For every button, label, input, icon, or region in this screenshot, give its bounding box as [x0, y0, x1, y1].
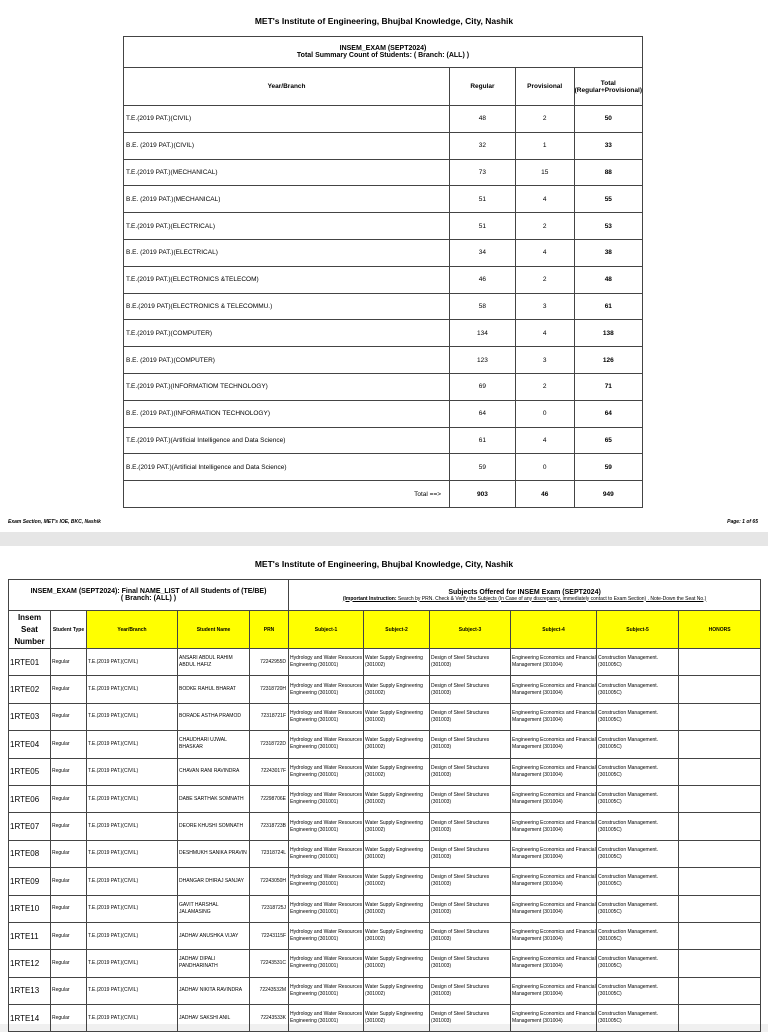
- subject-5: Construction Management. (301005C): [597, 703, 679, 730]
- student-name: JADHAV DIPALI PANDHARINATH: [178, 950, 250, 977]
- subject-2: Water Supply Engineering (301002): [364, 868, 430, 895]
- total-count: 138: [574, 320, 642, 347]
- regular-count: 69: [450, 373, 516, 400]
- student-name: ANSARI ABDUL RAHIM ABDUL HAFIZ: [178, 649, 250, 676]
- subject-4: Engineering Economics and Financial Management (301004): [511, 1005, 597, 1032]
- subject-1: Hydrology and Water Resources Engineering (301001): [289, 922, 364, 949]
- subject-5: Construction Management. (301005C): [597, 922, 679, 949]
- seat-number: 1RTE12: [9, 950, 51, 977]
- summary-row: [124, 427, 643, 454]
- total-count: 55: [574, 186, 642, 213]
- summary-table-header: [124, 37, 643, 68]
- branch-name: T.E.(2019 PAT.)(COMPUTER): [124, 320, 450, 347]
- student-row: [9, 895, 761, 922]
- regular-count: 32: [450, 132, 516, 159]
- subject-5: Construction Management. (301005C): [597, 731, 679, 758]
- subject-5: Construction Management. (301005C): [597, 977, 679, 1004]
- col-header-total-sub: (Regular+Provisional): [574, 86, 642, 94]
- provisional-count: 3: [515, 293, 574, 320]
- subjects-title: Subjects Offered for INSEM Exam (SEPT2024): [448, 588, 601, 596]
- student-type: Regular: [51, 731, 87, 758]
- honors: [679, 703, 761, 730]
- seat-number: 1RTE04: [9, 731, 51, 758]
- regular-count: 61: [450, 427, 516, 454]
- student-branch: T.E.(2019 PAT.)(CIVIL): [87, 1005, 178, 1032]
- total-count: 71: [574, 373, 642, 400]
- seat-number: 1RTE06: [9, 785, 51, 812]
- subject-3: Design of Steel Structures (301003): [430, 950, 511, 977]
- page-separator: [0, 532, 768, 546]
- subject-2: Water Supply Engineering (301002): [364, 950, 430, 977]
- branch-name: T.E.(2019 PAT.)(ELECTRICAL): [124, 213, 450, 240]
- honors: [679, 895, 761, 922]
- subject-3: Design of Steel Structures (301003): [430, 840, 511, 867]
- student-branch: T.E.(2019 PAT.)(CIVIL): [87, 922, 178, 949]
- student-prn: 72243533K: [250, 1005, 289, 1032]
- instruction-text: Search by PRN. Check & Verify the Subjects (In Case of any discrepancy, immediately contact to Exam Section) . Note-Down the Seat No.): [396, 595, 707, 602]
- subject-3: Design of Steel Structures (301003): [430, 758, 511, 785]
- col-header-subject-5: Subject-5: [597, 611, 679, 649]
- total-count: 126: [574, 347, 642, 374]
- honors: [679, 977, 761, 1004]
- name-list-title: INSEM_EXAM (SEPT2024): Final NAME_LIST of All Students of (TE/BE): [30, 588, 267, 595]
- subject-3: Design of Steel Structures (301003): [430, 813, 511, 840]
- summary-table: [123, 36, 643, 508]
- subject-1: Hydrology and Water Resources Engineering (301001): [289, 731, 364, 758]
- regular-count: 59: [450, 454, 516, 481]
- subject-5: Construction Management. (301005C): [597, 649, 679, 676]
- seat-number: 1RTE09: [9, 868, 51, 895]
- regular-count: 73: [450, 159, 516, 186]
- summary-row: [124, 454, 643, 481]
- student-type: Regular: [51, 840, 87, 867]
- regular-count: 123: [450, 347, 516, 374]
- total-count: 53: [574, 213, 642, 240]
- total-label: Total ==>: [124, 481, 450, 508]
- summary-row: [124, 266, 643, 293]
- branch-name: B.E.(2019 PAT.)(Artificial Intelligence and Data Science): [124, 454, 450, 481]
- total-count: 59: [574, 454, 642, 481]
- student-row: [9, 758, 761, 785]
- subjects-header: [289, 580, 761, 611]
- subject-1: Hydrology and Water Resources Engineering (301001): [289, 950, 364, 977]
- subject-3: Design of Steel Structures (301003): [430, 895, 511, 922]
- student-prn: 72318725J: [250, 895, 289, 922]
- branch-name: T.E.(2019 PAT.)(MECHANICAL): [124, 159, 450, 186]
- regular-count: 34: [450, 239, 516, 266]
- subject-5: Construction Management. (301005C): [597, 813, 679, 840]
- subject-1: Hydrology and Water Resources Engineering (301001): [289, 785, 364, 812]
- subject-4: Engineering Economics and Financial Management (301004): [511, 649, 597, 676]
- total-count: 64: [574, 400, 642, 427]
- student-prn: 72318723B: [250, 813, 289, 840]
- summary-total-row: [124, 481, 643, 508]
- seat-number: 1RTE13: [9, 977, 51, 1004]
- subject-3: Design of Steel Structures (301003): [430, 922, 511, 949]
- student-name: BORADE ASTHA PRAMOD: [178, 703, 250, 730]
- student-type: Regular: [51, 950, 87, 977]
- provisional-count: 2: [515, 266, 574, 293]
- seat-number: 1RTE07: [9, 813, 51, 840]
- subject-1: Hydrology and Water Resources Engineering (301001): [289, 840, 364, 867]
- name-list-page: [0, 546, 768, 1024]
- subject-5: Construction Management. (301005C): [597, 676, 679, 703]
- col-header-provisional: Provisional: [515, 68, 574, 106]
- student-row: [9, 950, 761, 977]
- student-branch: T.E.(2019 PAT.)(CIVIL): [87, 676, 178, 703]
- total-count: 33: [574, 132, 642, 159]
- branch-name: B.E. (2019 PAT.)(INFORMATION TECHNOLOGY): [124, 400, 450, 427]
- subject-4: Engineering Economics and Financial Management (301004): [511, 868, 597, 895]
- student-name: JADHAV SAKSHI ANIL: [178, 1005, 250, 1032]
- honors: [679, 950, 761, 977]
- subject-2: Water Supply Engineering (301002): [364, 785, 430, 812]
- student-prn: 72243532M: [250, 977, 289, 1004]
- student-type: Regular: [51, 703, 87, 730]
- student-branch: T.E.(2019 PAT.)(CIVIL): [87, 703, 178, 730]
- col-header-student-type: Student Type: [51, 611, 87, 649]
- student-row: [9, 977, 761, 1004]
- student-branch: T.E.(2019 PAT.)(CIVIL): [87, 731, 178, 758]
- summary-row: [124, 320, 643, 347]
- footer-page-number: Page: 1 of 65: [727, 519, 758, 525]
- total-regular: 903: [450, 481, 516, 508]
- student-type: Regular: [51, 676, 87, 703]
- subject-2: Water Supply Engineering (301002): [364, 813, 430, 840]
- regular-count: 46: [450, 266, 516, 293]
- provisional-count: 15: [515, 159, 574, 186]
- summary-table-subtitle: Total Summary Count of Students: ( Branch: (ALL) ): [296, 52, 470, 59]
- student-name: DEORE KHUSHI SOMNATH: [178, 813, 250, 840]
- provisional-count: 2: [515, 213, 574, 240]
- provisional-count: 2: [515, 373, 574, 400]
- col-header-subject-3: Subject-3: [430, 611, 511, 649]
- subject-1: Hydrology and Water Resources Engineering (301001): [289, 1005, 364, 1032]
- col-header-year-branch: Year/Branch: [124, 68, 450, 106]
- student-type: Regular: [51, 649, 87, 676]
- seat-number: 1RTE08: [9, 840, 51, 867]
- subject-4: Engineering Economics and Financial Management (301004): [511, 758, 597, 785]
- provisional-count: 1: [515, 132, 574, 159]
- summary-row: [124, 239, 643, 266]
- subject-3: Design of Steel Structures (301003): [430, 649, 511, 676]
- student-prn: 72243115F: [250, 922, 289, 949]
- total-total: 949: [574, 481, 642, 508]
- subject-4: Engineering Economics and Financial Management (301004): [511, 785, 597, 812]
- provisional-count: 4: [515, 186, 574, 213]
- honors: [679, 676, 761, 703]
- subject-4: Engineering Economics and Financial Management (301004): [511, 840, 597, 867]
- summary-row: [124, 186, 643, 213]
- subject-3: Design of Steel Structures (301003): [430, 1005, 511, 1032]
- subject-4: Engineering Economics and Financial Management (301004): [511, 950, 597, 977]
- subject-2: Water Supply Engineering (301002): [364, 840, 430, 867]
- student-row: [9, 703, 761, 730]
- provisional-count: 4: [515, 320, 574, 347]
- important-instruction: [289, 596, 760, 602]
- student-name: CHAUDHARI UJWAL BHASKAR: [178, 731, 250, 758]
- name-list-subtitle: ( Branch: (ALL) ): [120, 595, 177, 602]
- student-row: [9, 676, 761, 703]
- seat-number: 1RTE02: [9, 676, 51, 703]
- branch-name: B.E.(2019 PAT)(ELECTRONICS & TELECOMMU.): [124, 293, 450, 320]
- total-count: 61: [574, 293, 642, 320]
- subject-1: Hydrology and Water Resources Engineering (301001): [289, 676, 364, 703]
- subject-2: Water Supply Engineering (301002): [364, 703, 430, 730]
- provisional-count: 0: [515, 400, 574, 427]
- branch-name: T.E.(2019 PAT.)(INFORMATIOM TECHNOLOGY): [124, 373, 450, 400]
- total-count: 38: [574, 239, 642, 266]
- branch-name: B.E. (2019 PAT.)(ELECTRICAL): [124, 239, 450, 266]
- subject-3: Design of Steel Structures (301003): [430, 785, 511, 812]
- student-row: [9, 868, 761, 895]
- subject-1: Hydrology and Water Resources Engineering (301001): [289, 703, 364, 730]
- seat-number: 1RTE14: [9, 1005, 51, 1032]
- total-count: 50: [574, 106, 642, 133]
- subject-4: Engineering Economics and Financial Management (301004): [511, 977, 597, 1004]
- student-name: JADHAV ANUSHKA VIJAY: [178, 922, 250, 949]
- provisional-count: 4: [515, 427, 574, 454]
- regular-count: 51: [450, 213, 516, 240]
- col-header-subject-4: Subject-4: [511, 611, 597, 649]
- student-branch: T.E.(2019 PAT.)(CIVIL): [87, 895, 178, 922]
- subject-1: Hydrology and Water Resources Engineering (301001): [289, 868, 364, 895]
- total-count: 48: [574, 266, 642, 293]
- student-type: Regular: [51, 813, 87, 840]
- footer-exam-section: Exam Section, MET's IOE, BKC, Nashik: [8, 519, 101, 525]
- student-branch: T.E.(2019 PAT.)(CIVIL): [87, 977, 178, 1004]
- summary-row: [124, 347, 643, 374]
- subject-3: Design of Steel Structures (301003): [430, 977, 511, 1004]
- branch-name: T.E.(2019 PAT.)(CIVIL): [124, 106, 450, 133]
- col-header-subject-1: Subject-1: [289, 611, 364, 649]
- student-row: [9, 731, 761, 758]
- honors: [679, 1005, 761, 1032]
- subject-4: Engineering Economics and Financial Management (301004): [511, 703, 597, 730]
- student-list-table: [8, 579, 761, 1032]
- student-name: DABE SARTHAK SOMNATH: [178, 785, 250, 812]
- branch-name: B.E. (2019 PAT.)(MECHANICAL): [124, 186, 450, 213]
- student-prn: 72243050H: [250, 868, 289, 895]
- summary-row: [124, 373, 643, 400]
- student-prn: 72242955D: [250, 649, 289, 676]
- seat-number: 1RTE05: [9, 758, 51, 785]
- name-list-header: [9, 580, 289, 611]
- subject-1: Hydrology and Water Resources Engineering (301001): [289, 813, 364, 840]
- student-prn: 72243531C: [250, 950, 289, 977]
- total-count: 88: [574, 159, 642, 186]
- student-branch: T.E.(2019 PAT.)(CIVIL): [87, 868, 178, 895]
- summary-row: [124, 159, 643, 186]
- honors: [679, 758, 761, 785]
- student-prn: 72318721F: [250, 703, 289, 730]
- student-type: Regular: [51, 1005, 87, 1032]
- summary-row: [124, 106, 643, 133]
- total-provisional: 46: [515, 481, 574, 508]
- col-header-seat: Insem Seat Number: [9, 611, 51, 649]
- seat-number: 1RTE01: [9, 649, 51, 676]
- regular-count: 64: [450, 400, 516, 427]
- col-header-subject-2: Subject-2: [364, 611, 430, 649]
- summary-table-title: INSEM_EXAM (SEPT2024): [339, 45, 427, 52]
- subject-1: Hydrology and Water Resources Engineering (301001): [289, 758, 364, 785]
- summary-row: [124, 400, 643, 427]
- subject-5: Construction Management. (301005C): [597, 895, 679, 922]
- student-type: Regular: [51, 758, 87, 785]
- regular-count: 51: [450, 186, 516, 213]
- honors: [679, 731, 761, 758]
- summary-row: [124, 293, 643, 320]
- student-row: [9, 813, 761, 840]
- subject-4: Engineering Economics and Financial Management (301004): [511, 731, 597, 758]
- instruction-bold: (Important Instruction:: [342, 595, 397, 602]
- student-prn: 72298706E: [250, 785, 289, 812]
- student-name: CHAVAN RANI RAVINDRA: [178, 758, 250, 785]
- honors: [679, 922, 761, 949]
- subject-2: Water Supply Engineering (301002): [364, 731, 430, 758]
- student-branch: T.E.(2019 PAT.)(CIVIL): [87, 840, 178, 867]
- subject-1: Hydrology and Water Resources Engineering (301001): [289, 977, 364, 1004]
- subject-5: Construction Management. (301005C): [597, 840, 679, 867]
- subject-3: Design of Steel Structures (301003): [430, 676, 511, 703]
- provisional-count: 4: [515, 239, 574, 266]
- student-branch: T.E.(2019 PAT.)(CIVIL): [87, 950, 178, 977]
- student-branch: T.E.(2019 PAT.)(CIVIL): [87, 785, 178, 812]
- subject-5: Construction Management. (301005C): [597, 950, 679, 977]
- subject-2: Water Supply Engineering (301002): [364, 649, 430, 676]
- subject-2: Water Supply Engineering (301002): [364, 1005, 430, 1032]
- subject-2: Water Supply Engineering (301002): [364, 895, 430, 922]
- subject-3: Design of Steel Structures (301003): [430, 731, 511, 758]
- subject-3: Design of Steel Structures (301003): [430, 868, 511, 895]
- honors: [679, 785, 761, 812]
- col-header-student-name: Student Name: [178, 611, 250, 649]
- student-row: [9, 840, 761, 867]
- subject-4: Engineering Economics and Financial Management (301004): [511, 895, 597, 922]
- list-column-headers: [9, 611, 761, 649]
- seat-number: 1RTE11: [9, 922, 51, 949]
- student-prn: 72318720H: [250, 676, 289, 703]
- student-row: [9, 922, 761, 949]
- student-type: Regular: [51, 922, 87, 949]
- student-branch: T.E.(2019 PAT.)(CIVIL): [87, 649, 178, 676]
- student-branch: T.E.(2019 PAT.)(CIVIL): [87, 813, 178, 840]
- subject-1: Hydrology and Water Resources Engineering (301001): [289, 895, 364, 922]
- subject-1: Hydrology and Water Resources Engineering (301001): [289, 649, 364, 676]
- subject-5: Construction Management. (301005C): [597, 785, 679, 812]
- col-header-regular: Regular: [450, 68, 516, 106]
- seat-number: 1RTE10: [9, 895, 51, 922]
- subject-5: Construction Management. (301005C): [597, 758, 679, 785]
- col-header-total-label: Total: [600, 79, 616, 87]
- honors: [679, 813, 761, 840]
- student-type: Regular: [51, 977, 87, 1004]
- student-prn: 72318724L: [250, 840, 289, 867]
- col-header-branch: Year/Branch: [87, 611, 178, 649]
- seat-number: 1RTE03: [9, 703, 51, 730]
- provisional-count: 3: [515, 347, 574, 374]
- summary-row: [124, 213, 643, 240]
- regular-count: 134: [450, 320, 516, 347]
- total-count: 65: [574, 427, 642, 454]
- student-type: Regular: [51, 868, 87, 895]
- subject-5: Construction Management. (301005C): [597, 868, 679, 895]
- regular-count: 58: [450, 293, 516, 320]
- subject-3: Design of Steel Structures (301003): [430, 703, 511, 730]
- student-branch: T.E.(2019 PAT.)(CIVIL): [87, 758, 178, 785]
- student-name: GAVIT HARSHAL JALAMASING: [178, 895, 250, 922]
- branch-name: B.E. (2019 PAT.)(COMPUTER): [124, 347, 450, 374]
- student-row: [9, 785, 761, 812]
- subject-2: Water Supply Engineering (301002): [364, 922, 430, 949]
- student-type: Regular: [51, 895, 87, 922]
- student-row: [9, 1005, 761, 1032]
- col-header-honors: HONORS: [679, 611, 761, 649]
- subject-4: Engineering Economics and Financial Management (301004): [511, 813, 597, 840]
- branch-name: T.E.(2019 PAT.)(ELECTRONICS &TELECOM): [124, 266, 450, 293]
- subject-5: Construction Management. (301005C): [597, 1005, 679, 1032]
- student-prn: 72243017F: [250, 758, 289, 785]
- provisional-count: 0: [515, 454, 574, 481]
- institute-title-2: MET's Institute of Engineering, Bhujbal Knowledge, City, Nashik: [254, 559, 514, 569]
- student-name: JADHAV NIKITA RAVINDRA: [178, 977, 250, 1004]
- student-name: DESHMUKH SANIKA PRAVIN: [178, 840, 250, 867]
- branch-name: T.E.(2019 PAT.)(Artificial Intelligence and Data Science): [124, 427, 450, 454]
- institute-title: MET's Institute of Engineering, Bhujbal Knowledge, City, Nashik: [254, 16, 514, 26]
- student-type: Regular: [51, 785, 87, 812]
- regular-count: 48: [450, 106, 516, 133]
- subject-4: Engineering Economics and Financial Management (301004): [511, 922, 597, 949]
- honors: [679, 649, 761, 676]
- student-row: [9, 649, 761, 676]
- honors: [679, 840, 761, 867]
- subject-2: Water Supply Engineering (301002): [364, 758, 430, 785]
- subject-2: Water Supply Engineering (301002): [364, 977, 430, 1004]
- student-name: BODKE RAHUL BHARAT: [178, 676, 250, 703]
- col-header-total: [574, 68, 642, 106]
- student-prn: 72318722D: [250, 731, 289, 758]
- subject-4: Engineering Economics and Financial Management (301004): [511, 676, 597, 703]
- student-name: DHANGAR DHIRAJ SANJAY: [178, 868, 250, 895]
- subject-2: Water Supply Engineering (301002): [364, 676, 430, 703]
- provisional-count: 2: [515, 106, 574, 133]
- summary-row: [124, 132, 643, 159]
- col-header-prn: PRN: [250, 611, 289, 649]
- honors: [679, 868, 761, 895]
- branch-name: B.E. (2019 PAT.)(CIVIL): [124, 132, 450, 159]
